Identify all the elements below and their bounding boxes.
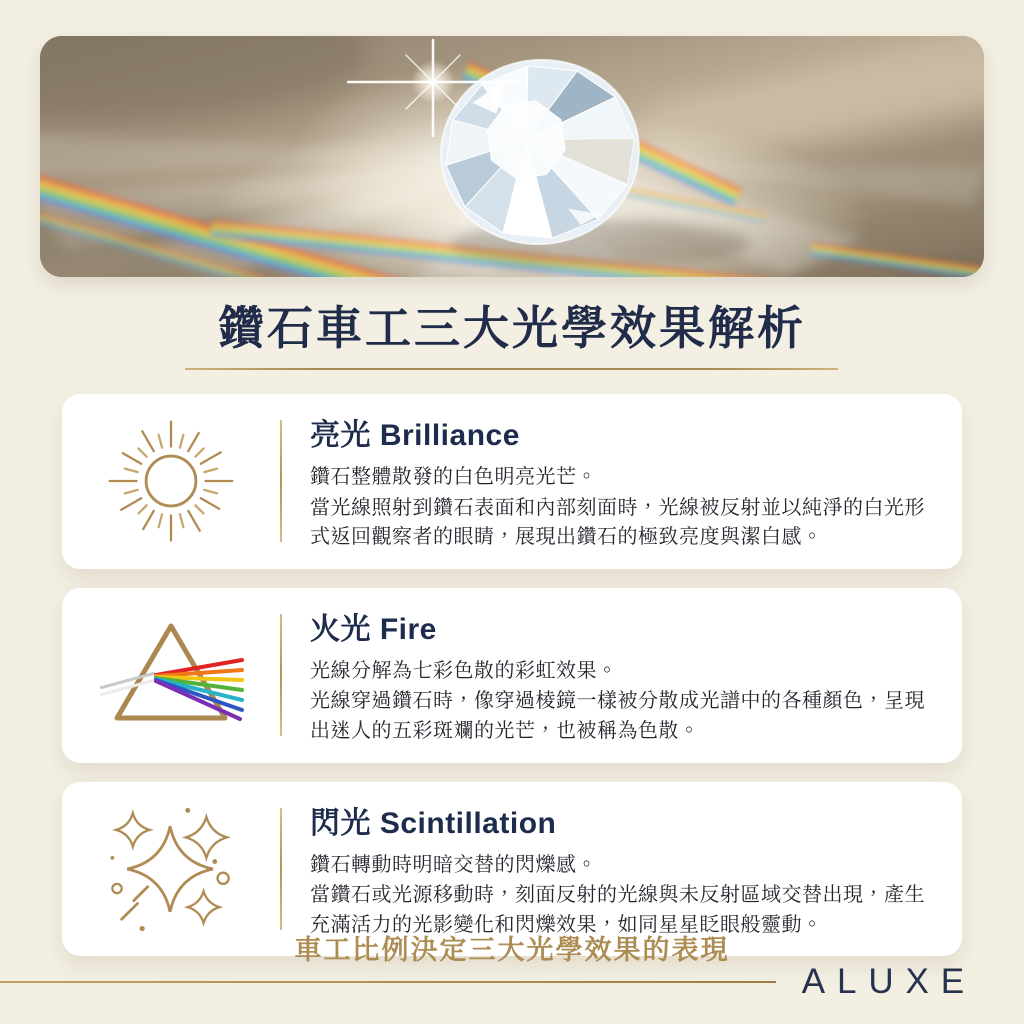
brand-bar [0,962,1024,1002]
card-heading: 亮光 Brilliance [310,419,520,452]
card-text-zone [282,410,938,553]
card-text-zone [282,798,938,941]
card-text-zone [282,604,938,747]
card-heading: 閃光 Scintillation [310,806,557,840]
page-title: 鑽石車工三大光學效果解析 [218,301,806,355]
effect-cards [62,394,962,956]
card-description: 當光線照射到鑽石表面和內部刻面時，光線被反射並以純淨的白光形式返回觀察者的眼睛，展現出鑽石的極致亮度與潔白感。 [310,496,925,549]
card-icon-zone [62,612,280,738]
card-summary: 鑽石整體散發的白色明亮光芒。 [310,466,597,488]
footer-tagline: 車工比例決定三大光學效果的表現 [294,935,730,965]
brand-logo-aluxe: ALUXE [801,962,976,1001]
card-summary: 光線分解為七彩色散的彩虹效果。 [310,659,618,682]
card-description: 當鑽石或光源移動時，刻面反射的光線與未反射區域交替出現，產生充滿活力的光影變化和閃爍效果，如同星星眨眼般靈動。 [310,884,925,936]
title-underline [185,368,838,370]
card-icon-zone [62,414,280,548]
card-description: 光線穿過鑽石時，像穿過棱鏡一樣被分散成光譜中的各種顏色，呈現出迷人的五彩斑斕的光芒，也被稱為色散。 [310,690,925,742]
card-icon-zone [62,802,280,936]
hero-diamond-illustration [40,36,984,277]
sun-rays-icon [104,414,238,548]
sparkles-icon [101,802,241,936]
card-fire [62,588,962,763]
card-summary: 鑽石轉動時明暗交替的閃爍感。 [310,853,597,876]
prism-dispersion-icon [96,612,246,738]
card-brilliance [62,394,962,569]
card-heading: 火光 Fire [310,612,437,646]
hero-diamond-photo [40,36,984,277]
brand-gold-rule [0,981,776,983]
